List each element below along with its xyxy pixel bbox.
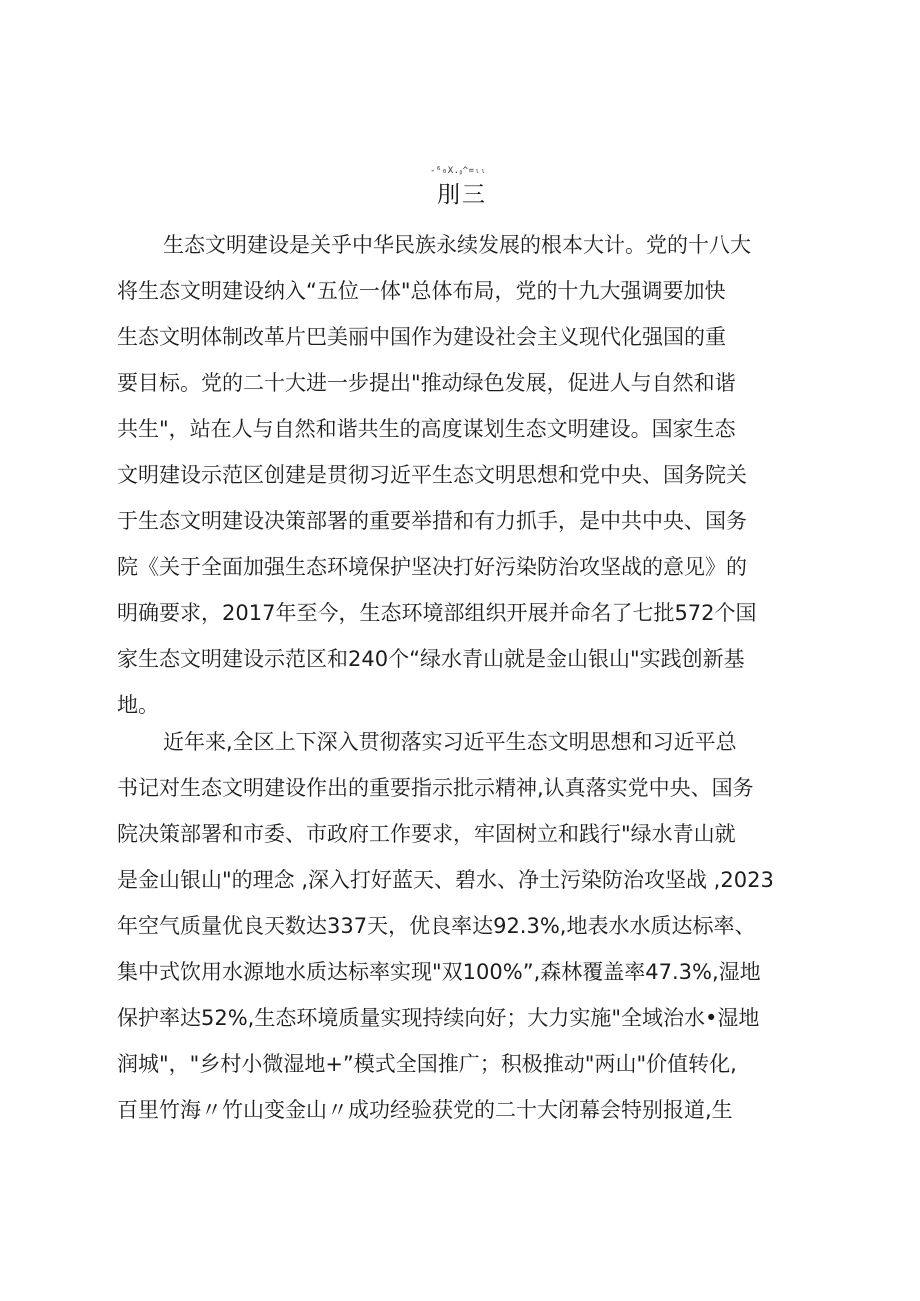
paragraph-line: 润城"，"乡村小微湿地+”模式全国推广；积极推动"两山"价值转化,: [117, 1052, 737, 1076]
paragraph-intro: [117, 222, 817, 728]
paragraph-line: 院《关于全面加强生态环境保护坚决打好污染防治攻坚战的意见》的: [117, 555, 747, 579]
paragraph-line: 家生态文明建设示范区和240个“绿水青山就是金山银山"实践创新基: [117, 647, 745, 671]
page-title: 刖三: [437, 182, 487, 208]
paragraph-line: 于生态文明建设决策部署的重要举措和有力抓手，是中共中央、国务: [117, 509, 747, 533]
paragraph-line: 集中式饮用水源地水质达标率实现"双100%”,森林覆盖率47.3%,湿地: [117, 960, 761, 984]
paragraph-line: 是金山银山"的理念 ,深入打好蓝天、碧水、净土污染防治攻坚战 ,2023: [117, 868, 774, 892]
paragraph-line: 地。: [117, 693, 159, 717]
paragraph-line: 保护率达52%,生态环境质量实现持续向好；大力实施"全域治水•湿地: [117, 1006, 760, 1030]
paragraph-line: 书记对生态文明建设作出的重要指示批示精神,认真落实党中央、国务: [117, 776, 754, 800]
paragraph-line: 院决策部署和市委、市政府工作要求，牢固树立和践行"绿水青山就: [117, 822, 736, 846]
paragraph-recent-progress: [117, 719, 817, 1133]
paragraph-line: 生态文明体制改革片巴美丽中国作为建设社会主义现代化强国的重: [117, 325, 726, 349]
paragraph-line: 百里竹海〃竹山变金山〃成功经验获党的二十大闭幕会特别报道,生: [117, 1098, 733, 1122]
paragraph-line: 明确要求，2017年至今，生态环境部组织开展并命名了七批572个国: [117, 601, 757, 625]
paragraph-line: 要目标。党的二十大进一步提出"推动绿色发展，促进人与自然和谐: [117, 371, 736, 395]
paragraph-line: 文明建设示范区创建是贯彻习近平生态文明思想和党中央、国务院关: [117, 463, 747, 487]
paragraph-line: 将生态文明建设纳入“五位一体"总体布局，党的十九大强调要加快: [117, 279, 726, 303]
header-scan-artifact: -⁶₀X.ᵦ^=ₗₗ: [430, 166, 487, 176]
paragraph-line: 近年来,全区上下深入贯彻落实习近平生态文明思想和习近平总: [163, 730, 737, 754]
paragraph-line: 年空气质量优良天数达337天，优良率达92.3%,地表水水质达标率、: [117, 914, 756, 938]
paragraph-line: 生态文明建设是关乎中华民族永续发展的根本大计。党的十八大: [163, 233, 751, 257]
paragraph-line: 共生"，站在人与自然和谐共生的高度谋划生态文明建设。国家生态: [117, 417, 736, 441]
